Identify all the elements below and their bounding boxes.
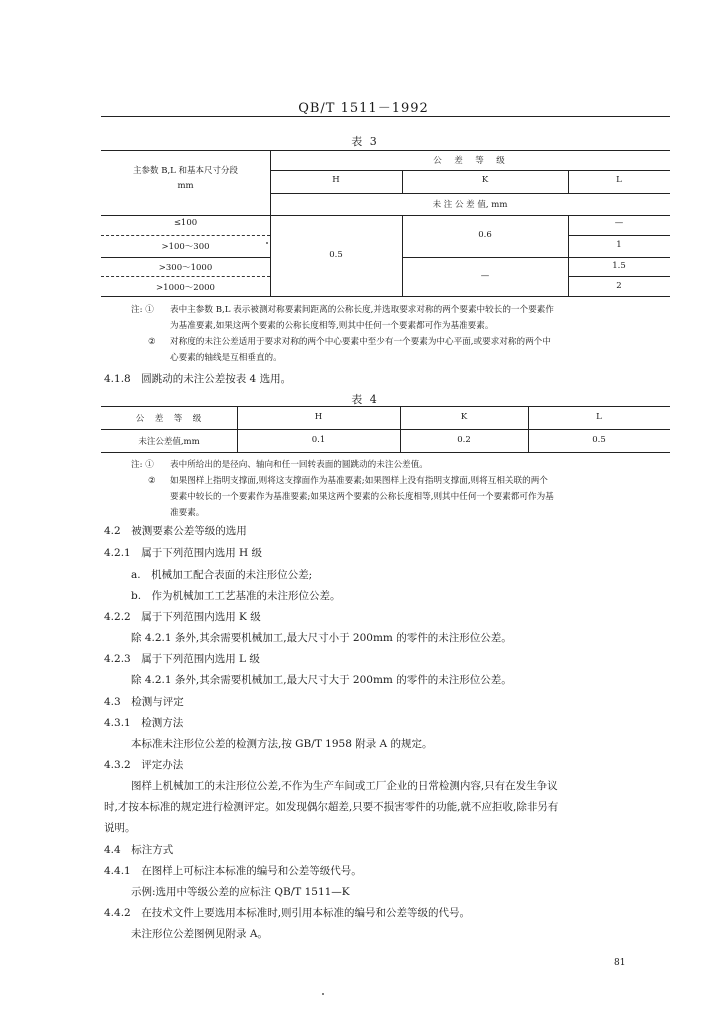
note-mark: 注: ① [131, 460, 154, 470]
body-line: 除 4.2.1 条外,其余需要机械加工,最大尺寸大于 200mm 的零件的未注形位公差。 [131, 674, 512, 686]
note-line: 心要素的轴线是互相垂直的。 [170, 353, 282, 363]
table3-caption: 表 3 [351, 135, 379, 148]
t4-grade-k: K [460, 412, 468, 422]
range-row-4: >1000～2000 [156, 283, 215, 293]
range-row-2: >100～300 [161, 242, 210, 252]
param-header-unit: mm [177, 181, 194, 191]
h-value: 0.5 [329, 250, 343, 260]
body-line: 未注形位公差图例见附录 A。 [131, 928, 268, 940]
page-number: 81 [614, 958, 626, 968]
body-line: 4.4.1 在图样上可标注本标准的编号和公差等级代号。 [104, 865, 362, 877]
tolerance-grade-header: 公 差 等 级 [433, 156, 507, 166]
note-line: 为基准要素,如果这两个要素的公称长度相等,则其中任何一个要素都可作为基准要素。 [170, 321, 494, 331]
body-line: 4.2 被测要素公差等级的选用 [104, 525, 247, 537]
k-value-1: 0.6 [478, 230, 492, 240]
document-header: QB/T 1511－1992 [298, 101, 429, 116]
t4-value-k: 0.2 [457, 435, 471, 445]
grade-l: L [616, 175, 622, 185]
t4-row1-label: 公 差 等 级 [135, 414, 203, 424]
l-value-2: 1 [616, 240, 622, 250]
body-line: b. 作为机械加工工艺基准的未注形位公差。 [131, 590, 341, 602]
scan-speck [322, 993, 324, 995]
body-line: 时,才按本标准的规定进行检测评定。如发现偶尔超差,只要不损害零件的功能,就不应拒收,除非另有 [104, 801, 559, 813]
note-line: 表中主参数 B,L 表示被测对称要素间距离的公称长度,并选取要求对称的两个要素中较长的一个要素作 [170, 305, 554, 315]
body-line: 本标准未注形位公差的检测方法,按 GB/T 1958 附录 A 的规定。 [131, 738, 433, 750]
grade-k: K [481, 175, 489, 185]
note-mark: 注: ① [131, 305, 154, 315]
param-header-label: 主参数 B,L 和基本尺寸分段 [133, 166, 238, 176]
body-line: 4.2.3 属于下列范围内选用 L 级 [104, 653, 260, 665]
k-value-2: — [480, 271, 490, 281]
t4-value-h: 0.1 [311, 435, 326, 445]
t4-grade-l: L [596, 412, 602, 422]
table4-caption: 表 4 [351, 393, 379, 406]
note-line: 准要素。 [170, 508, 205, 518]
body-line: 4.3.2 评定办法 [104, 759, 184, 771]
note-line: 对称度的未注公差适用于要求对称的两个中心要素中至少有一个要素为中心平面,或要求对称的两个中 [170, 337, 551, 347]
note-mark: ② [148, 337, 156, 347]
l-value-4: 2 [616, 281, 622, 291]
t4-row2-label: 未注公差值,mm [138, 437, 200, 447]
grade-h: H [332, 175, 340, 185]
body-line: 4.3 检测与评定 [104, 696, 184, 708]
note-line: 表中所给出的是径向、轴向和任一回转表面的圆跳动的未注公差值。 [170, 460, 428, 470]
header-rule [101, 116, 670, 117]
body-line: 4.4.2 在技术文件上要选用本标准时,则引用本标准的编号和公差等级的代号。 [104, 907, 471, 919]
scan-speck [266, 242, 268, 244]
body-line: 示例:选用中等级公差的应标注 QB/T 1511—K [131, 886, 350, 898]
body-line: 4.2.2 属于下列范围内选用 K 级 [104, 611, 261, 623]
l-value-1: — [614, 218, 624, 228]
note-line: 如果图样上指明支撑面,则将这支撑面作为基准要素;如果图样上没有指明支撑面,则将互相关联的两个 [170, 476, 548, 486]
range-row-1: ≤100 [173, 218, 198, 228]
t4-value-l: 0.5 [592, 435, 606, 445]
body-line: 4.3.1 检测方法 [104, 717, 184, 729]
note-mark: ② [148, 476, 156, 486]
body-line: 4.2.1 属于下列范围内选用 H 级 [104, 547, 263, 559]
note-line: 要素中较长的一个要素作为基准要素;如果这两个要素的公称长度相等,则其中任何一个要素都可作为基 [170, 492, 554, 502]
body-line: 说明。 [104, 822, 136, 834]
unspecified-value-header: 未 注 公 差 值, mm [432, 200, 508, 210]
l-value-3: 1.5 [612, 261, 626, 271]
range-row-3: >300～1000 [158, 263, 213, 273]
body-line: 4.4 标注方式 [104, 844, 174, 856]
body-line: 图样上机械加工的未注形位公差,不作为生产车间或工厂企业的日常检测内容,只有在发生争议 [131, 780, 558, 792]
t4-grade-h: H [314, 412, 323, 422]
body-line: 除 4.2.1 条外,其余需要机械加工,最大尺寸小于 200mm 的零件的未注形位公差。 [131, 632, 512, 644]
body-line: a. 机械加工配合表面的未注形位公差; [131, 569, 313, 581]
clause-4-1-8: 4.1.8 圆跳动的未注公差按表 4 选用。 [104, 373, 292, 385]
